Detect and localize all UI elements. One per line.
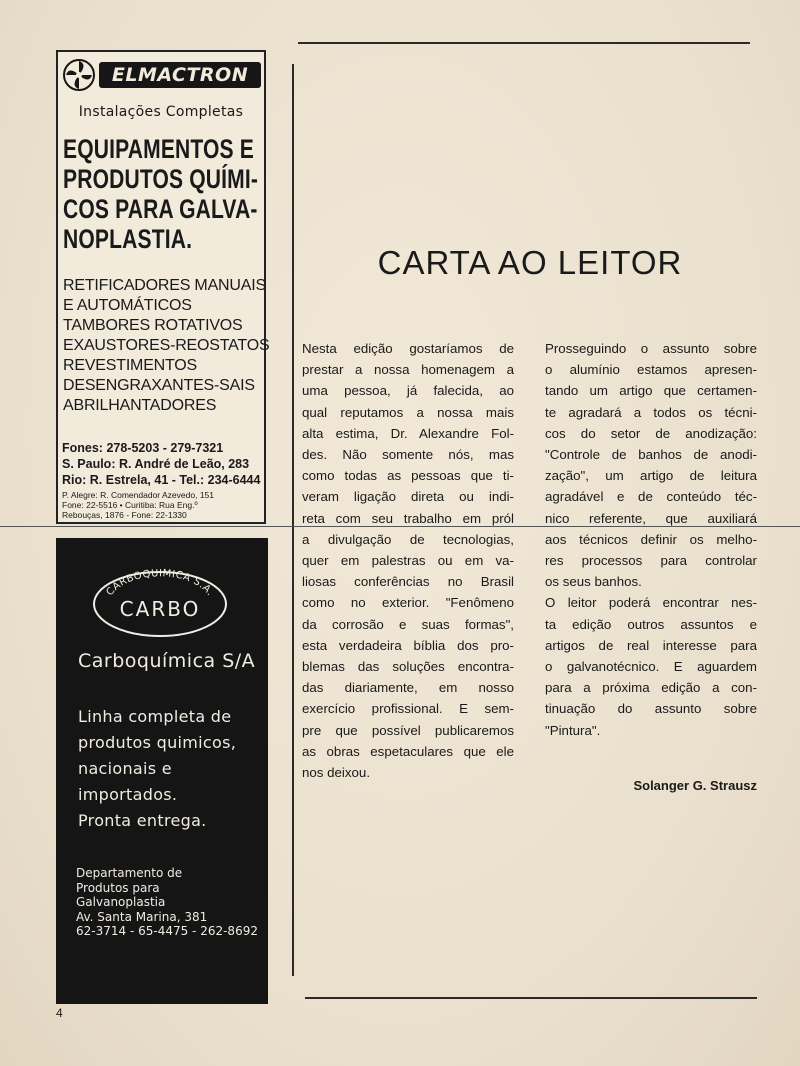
product-item: E AUTOMÁTICOS [63, 297, 192, 314]
article-line: cos do setor de anodização: [545, 425, 757, 441]
article-line: pre que possível publicaremos [302, 722, 514, 738]
article-line: liosas conferências no Brasil [302, 574, 514, 590]
dept-line: Produtos para [76, 880, 160, 895]
pitch-line: produtos quimicos, [78, 733, 237, 752]
pitch-line: nacionais e [78, 759, 172, 778]
article-line: ta edição outros assuntos e [545, 616, 757, 632]
headline-line: COS PARA GALVA- [63, 194, 258, 224]
article-line: agradável e de conteúdo téc- [545, 489, 757, 505]
article-line: como todas as pessoas que ti- [302, 468, 514, 484]
article-column-1 [302, 338, 514, 783]
headline-line: NOPLASTIA. [63, 224, 193, 254]
article-line: prestar a nossa homenagem a [302, 362, 514, 378]
article-line: reta com seu trabalho em pról [302, 510, 514, 526]
article-line: res processos para controlar [545, 553, 757, 569]
contact-info [62, 440, 264, 488]
product-item: DESENGRAXANTES-SAIS [63, 377, 255, 394]
dept-line: Av. Santa Marina, 381 [76, 909, 208, 924]
article-line: aos técnicos definir os melho- [545, 531, 757, 547]
elmactron-logo [61, 58, 261, 92]
svg-text:CARBOQUIMICA S.A. [105, 568, 216, 598]
article-line: veram ligação direta ou indi- [302, 489, 514, 505]
dept-line: 62-3714 - 65-4475 - 262-8692 [76, 924, 258, 938]
product-pitch [78, 704, 268, 834]
emblem-arc-text: CARBOQUIMICA S.A. [104, 568, 216, 599]
pinwheel-icon [61, 58, 97, 92]
elmactron-ad [56, 50, 270, 524]
article-line: Nesta edição gostaríamos de [302, 341, 514, 356]
article-line: te agradará a todos os técni- [545, 404, 757, 420]
contact-line: S. Paulo: R. André de Leão, 283 [62, 457, 250, 471]
article-line: da corrosão e suas formas", [302, 616, 514, 632]
author-signature: Solanger G. Strausz [633, 778, 757, 793]
top-rule [298, 42, 750, 44]
article-line: os seus banhos. [545, 574, 642, 590]
article-line: a divulgação de tecnologias, [302, 531, 514, 547]
branch-line: Fone: 22-5516 • Curitiba: Rua Eng.º [62, 500, 198, 510]
article-line: uma pessoa, já falecida, ao [302, 383, 514, 399]
tagline: Instalações Completas [78, 104, 244, 120]
product-item: EXAUSTORES-REOSTATOS [63, 337, 270, 354]
article-line: Prosseguindo o assunto sobre [545, 341, 757, 356]
article-line: nos deixou. [302, 765, 371, 781]
pitch-line: importados. [78, 785, 178, 804]
article-line: o galvanotécnico. E aguardem [545, 659, 757, 675]
article-line: tando um artigo que certamen- [545, 383, 757, 399]
article-line: nico referente, que auxiliará [545, 510, 757, 526]
product-item: RETIFICADORES MANUAIS [63, 277, 266, 294]
article-line: exercício profissional. E sem- [302, 701, 514, 717]
article-line: o alumínio estamos apresen- [545, 362, 757, 378]
dept-line: Departamento de [76, 866, 183, 880]
article-column-2 [545, 338, 757, 741]
department-info [76, 866, 266, 939]
bottom-rule [305, 997, 757, 999]
column-divider [292, 64, 294, 976]
product-item: REVESTIMENTOS [63, 357, 198, 374]
article-line: alta estima, Dr. Alexandre Fol- [302, 425, 514, 441]
page-number: 4 [56, 1006, 63, 1020]
carbo-emblem-logo [90, 558, 230, 638]
article-line: qual reputamos a nossa mais [302, 404, 514, 420]
branch-info [62, 490, 264, 520]
article-title: CARTA AO LEITOR [377, 244, 683, 281]
company-name: Carboquímica S/A [78, 650, 256, 672]
product-list [63, 276, 270, 416]
article-line: artigos de real interesse para [545, 637, 757, 653]
product-item: TAMBORES ROTATIVOS [63, 317, 243, 334]
article-line: quer em palestras ou em va- [302, 553, 514, 569]
article-line: como no exterior. "Fenômeno [302, 595, 514, 611]
branch-line: P. Alegre: R. Comendador Azevedo, 151 [62, 490, 214, 500]
brand-name: ELMACTRON [99, 62, 261, 88]
article-line: des. Não somente nós, mas [302, 447, 514, 463]
emblem-name: CARBO [119, 597, 201, 621]
article-line: tinuação do assunto sobre [545, 701, 757, 717]
article-line: zação", um artigo de leitura [545, 468, 757, 484]
dept-line: Galvanoplastia [76, 895, 166, 909]
article-line: "Controle de banhos de anodi- [545, 447, 757, 463]
product-item: ABRILHANTADORES [63, 397, 217, 414]
carboquimica-ad [56, 538, 268, 1004]
branch-line: Rebouças, 1876 - Fone: 22-1330 [62, 510, 187, 520]
article-line: esta verdadeira bíblia dos pro- [302, 637, 514, 653]
headline-line: EQUIPAMENTOS E [63, 134, 254, 164]
contact-line: Rio: R. Estrela, 41 - Tel.: 234-6444 [62, 473, 261, 487]
article-line: blemas das soluções encontra- [302, 659, 514, 675]
contact-line: Fones: 278-5203 - 279-7321 [62, 441, 224, 455]
article-line: para a próxima edição a con- [545, 680, 757, 696]
article-line: "Pintura". [545, 722, 601, 738]
article-line: das diariamente, em nosso [302, 680, 514, 696]
article-line: O leitor poderá encontrar nes- [545, 595, 757, 611]
headline-line: PRODUTOS QUÍMI- [63, 164, 259, 194]
article-line: as obras espetaculares que ele [302, 743, 514, 759]
ad-headline [63, 134, 263, 254]
pitch-line: Linha completa de [78, 707, 232, 726]
pitch-line: Pronta entrega. [78, 811, 207, 830]
